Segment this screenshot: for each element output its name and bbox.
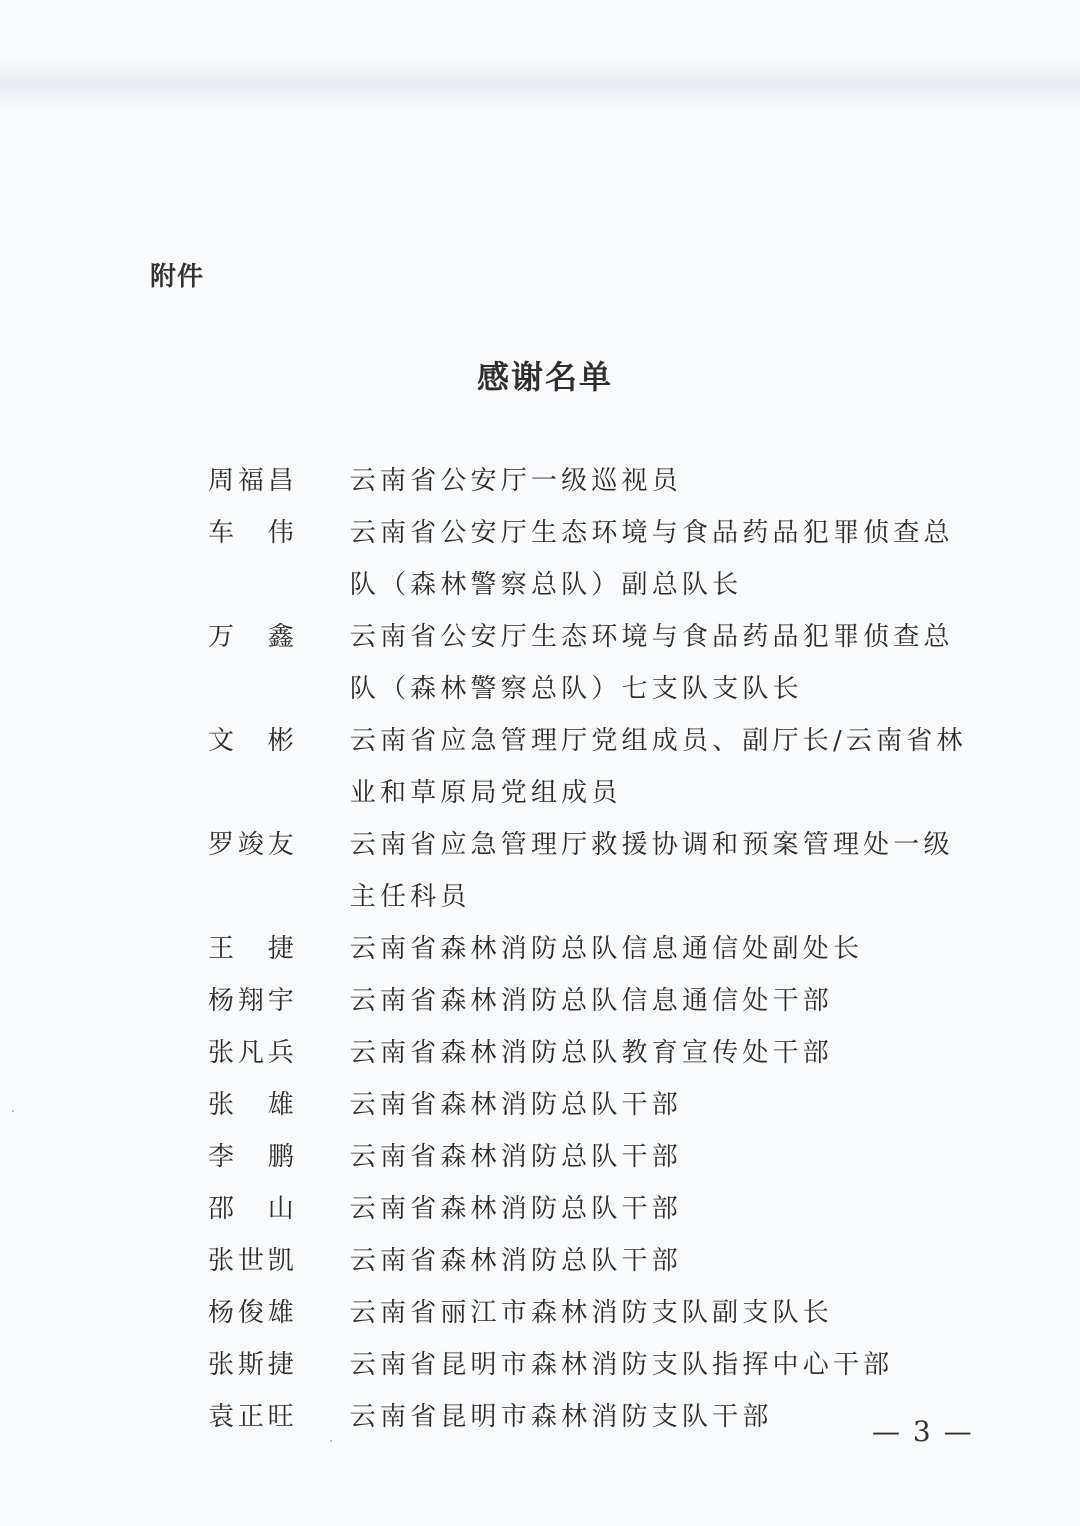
scan-band	[0, 60, 1080, 108]
list-item	[208, 923, 968, 975]
person-position: 云南省森林消防总队干部	[349, 1090, 682, 1120]
list-item	[208, 1287, 968, 1339]
person-position: 云南省公安厅一级巡视员	[349, 466, 682, 496]
person-position: 云南省昆明市森林消防支队指挥中心干部	[349, 1350, 894, 1380]
list-item	[208, 1183, 968, 1235]
person-name: 文 彬	[208, 726, 294, 756]
person-name: 张 世 凯	[208, 1246, 294, 1276]
person-name: 杨 俊 雄	[208, 1298, 294, 1328]
person-name: 罗 竣 友	[208, 830, 294, 860]
attachment-label: 附件	[150, 262, 205, 292]
person-position: 云南省应急管理厅救援协调和预案管理处一级主任科员	[349, 830, 954, 912]
list-item	[208, 507, 968, 611]
person-name: 张 雄	[208, 1090, 294, 1120]
list-item	[208, 715, 968, 819]
list-item	[208, 455, 968, 507]
person-position: 云南省森林消防总队教育宣传处干部	[349, 1038, 833, 1068]
person-position: 云南省丽江市森林消防支队副支队长	[349, 1298, 833, 1328]
person-name: 王 捷	[208, 934, 294, 964]
thanks-list	[208, 455, 968, 1443]
person-name: 张 凡 兵	[208, 1038, 294, 1068]
person-name: 车 伟	[208, 518, 294, 548]
list-item	[208, 1339, 968, 1391]
person-position: 云南省应急管理厅党组成员、副厅长/云南省林业和草原局党组成员	[349, 726, 967, 808]
person-name: 万 鑫	[208, 622, 294, 652]
person-position: 云南省昆明市森林消防支队干部	[349, 1402, 773, 1432]
person-name: 周 福 昌	[208, 466, 294, 496]
person-position: 云南省森林消防总队信息通信处副处长	[349, 934, 864, 964]
scan-speck	[12, 1110, 14, 1112]
person-name: 张 斯 捷	[208, 1350, 294, 1380]
list-item	[208, 611, 968, 715]
page-number: — 3 —	[872, 1415, 974, 1448]
person-position: 云南省森林消防总队干部	[349, 1246, 682, 1276]
scan-speck	[330, 1440, 332, 1442]
person-name: 袁 正 旺	[208, 1402, 294, 1432]
person-position: 云南省森林消防总队干部	[349, 1194, 682, 1224]
list-item	[208, 1131, 968, 1183]
person-position: 云南省公安厅生态环境与食品药品犯罪侦查总队（森林警察总队）副总队长	[349, 518, 954, 600]
person-name: 李 鹏	[208, 1142, 294, 1172]
document-title: 感谢名单	[476, 358, 613, 396]
person-position: 云南省公安厅生态环境与食品药品犯罪侦查总队（森林警察总队）七支队支队长	[349, 622, 954, 704]
list-item	[208, 1027, 968, 1079]
list-item	[208, 819, 968, 923]
list-item	[208, 1235, 968, 1287]
person-position: 云南省森林消防总队信息通信处干部	[349, 986, 833, 1016]
person-name: 杨 翔 宇	[208, 986, 294, 1016]
list-item	[208, 1079, 968, 1131]
person-position: 云南省森林消防总队干部	[349, 1142, 682, 1172]
list-item	[208, 1391, 968, 1443]
list-item	[208, 975, 968, 1027]
person-name: 邵 山	[208, 1194, 294, 1224]
